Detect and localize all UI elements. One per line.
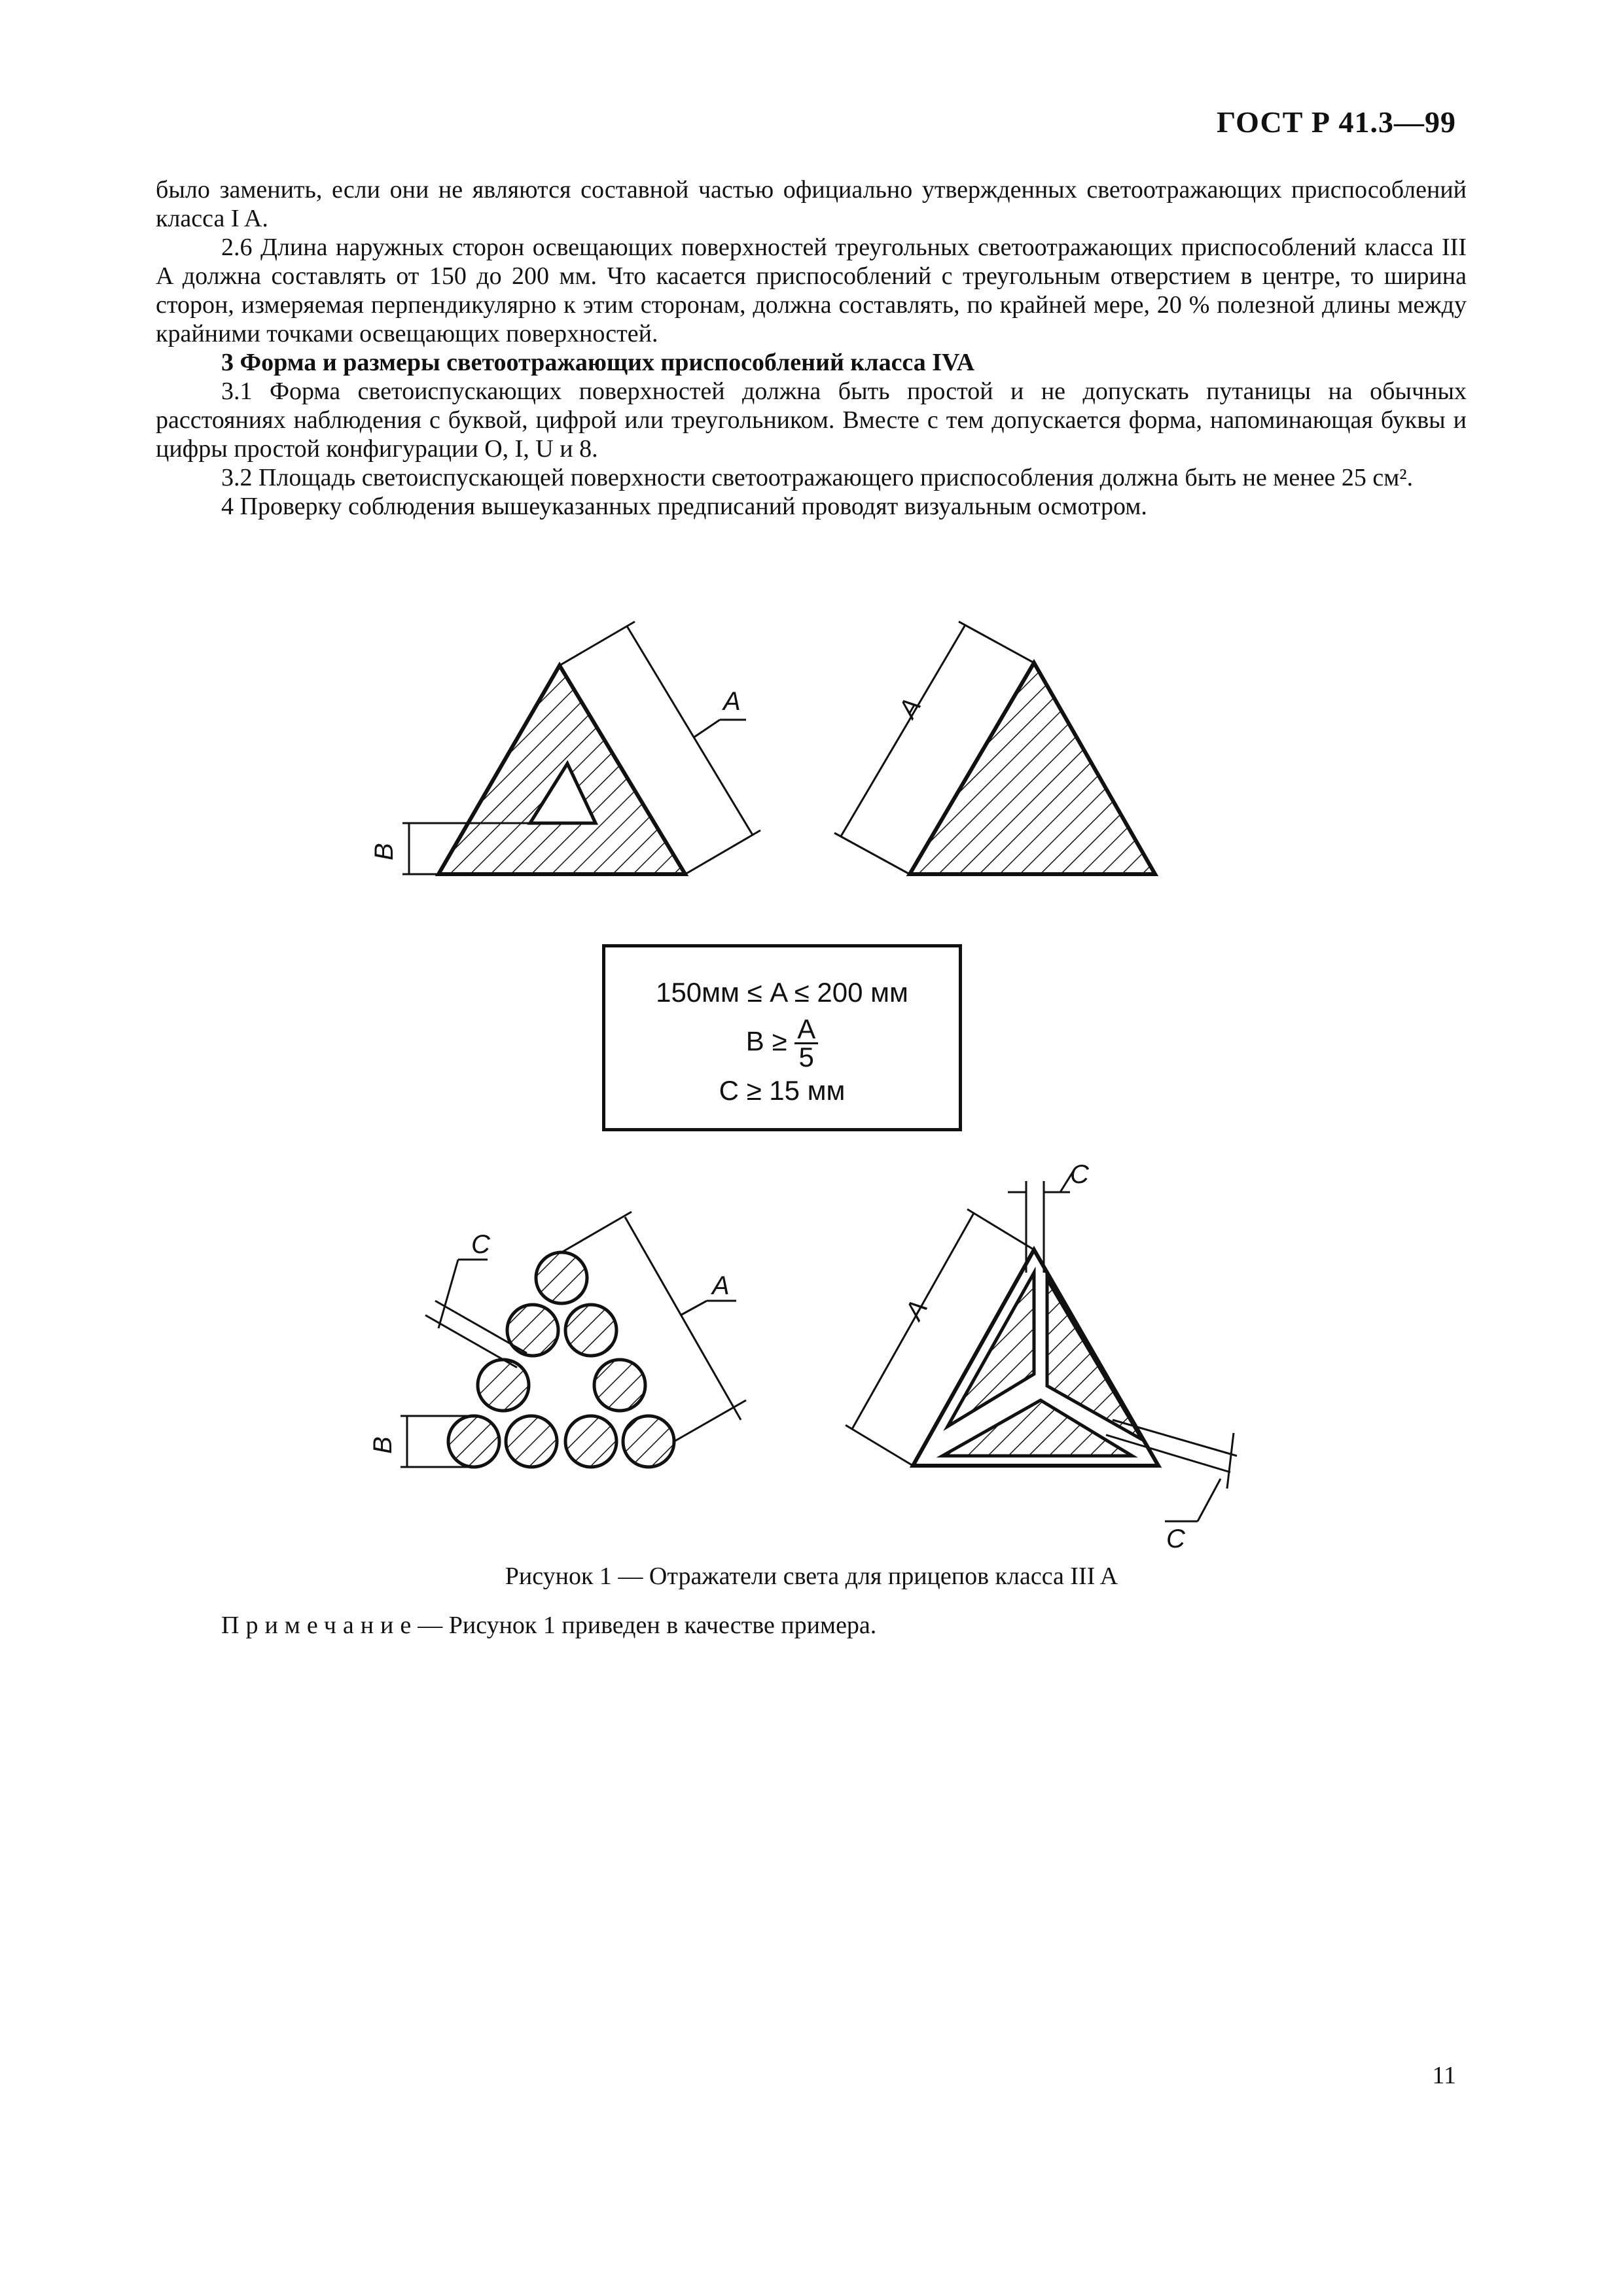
label-a-bottom-left: A: [712, 1271, 730, 1300]
label-c-bottom-right-bottom: C: [1166, 1525, 1185, 1553]
label-a-top-left: A: [723, 687, 741, 716]
triangle-segmented: [913, 1250, 1158, 1466]
circle-element: [565, 1416, 616, 1467]
formula-b-fraction: [794, 1016, 818, 1070]
fraction-denominator: 5: [798, 1042, 814, 1072]
circle-element: [506, 1416, 557, 1467]
note: [221, 1611, 876, 1640]
label-a-bottom-right: A: [899, 1295, 934, 1325]
section-heading-3: 3 Форма и размеры светоотражающих приспособлений класса IVA: [221, 349, 975, 376]
fraction-numerator: A: [794, 1016, 818, 1044]
label-b-bottom-left: B: [368, 1436, 397, 1454]
formula-b-prefix: B ≥: [745, 1025, 787, 1057]
circle-element: [507, 1305, 558, 1356]
circle-element: [565, 1305, 616, 1356]
triangle-plain: [910, 663, 1155, 874]
circle-element: [536, 1252, 587, 1303]
circle-element: [594, 1360, 645, 1411]
page-number: 11: [1432, 2062, 1456, 2089]
figure-caption: Рисунок 1 — Отражатели света для прицепов класса III A: [505, 1563, 1118, 1590]
paragraph-4: 4 Проверку соблюдения вышеуказанных предписаний проводят визуальным осмотром.: [221, 493, 1147, 520]
paragraph-2-6: 2.6 Длина наружных сторон освещающих поверхностей треугольных светоотражающих приспособлений класса III A должна составлять от 150 до 200 мм. Что касается приспособлений с треугольным отверстием в центре, то ширина сторон, измеряемая перпендикулярно к этим сторонам, должна составлять, по крайней мере, 20 % полезной длины между крайними точками освещающих поверхностей.: [156, 234, 1467, 347]
label-a-top-right: A: [893, 693, 927, 723]
dimension-c-bottom-right: [1008, 1171, 1237, 1521]
formula-b: [605, 1016, 959, 1070]
label-c-bottom-left: C: [471, 1230, 490, 1259]
note-text: — Рисунок 1 приведен в качестве примера.: [418, 1612, 877, 1639]
circle-element: [623, 1416, 674, 1467]
formula-box: [602, 944, 962, 1131]
circle-element: [448, 1416, 499, 1467]
paragraph-3-2: 3.2 Площадь светоиспускающей поверхности светоотражающего приспособления должна быть не менее 25 см².: [221, 464, 1414, 491]
label-c-bottom-right-top: C: [1070, 1160, 1089, 1189]
triangle-with-hole: [438, 665, 685, 874]
formula-c: C ≥ 15 мм: [719, 1075, 846, 1106]
note-label: Примечание: [221, 1612, 418, 1639]
paragraph-3-1: 3.1 Форма светоиспускающих поверхностей должна быть простой и не допускать путаницы на обычных расстояниях наблюдения с буквой, цифрой или треугольником. Вместе с тем допускается форма, напоминающая буквы и цифры простой конфигурации O, I, U и 8.: [156, 378, 1467, 463]
paragraph-continuation: было заменить, если они не являются составной частью официально утвержденных светоотражающих приспособлений класса I A.: [156, 176, 1467, 232]
circle-array: [448, 1252, 674, 1467]
label-b-top-left: B: [370, 843, 399, 860]
formula-a-range: 150мм ≤ A ≤ 200 мм: [656, 977, 908, 1008]
document-code-header: ГОСТ Р 41.3—99: [1217, 105, 1456, 139]
circle-element: [478, 1360, 529, 1411]
